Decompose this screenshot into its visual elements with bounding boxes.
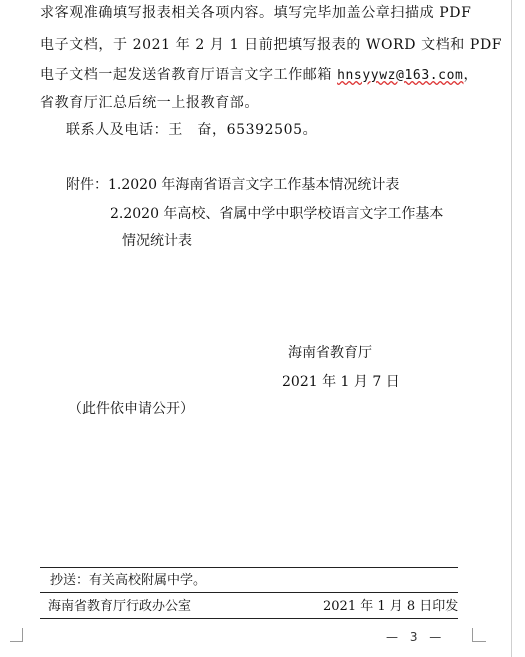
body-line-2: 电子文档，于 2021 年 2 月 1 日前把填写报表的 WORD 文档和 PDF bbox=[40, 37, 503, 53]
email-address: hnsyywz@163.com bbox=[337, 68, 464, 83]
attachment-2-line-2: 情况统计表 bbox=[122, 233, 192, 249]
disclosure-note: （此件依申请公开） bbox=[68, 401, 194, 417]
crop-mark-right bbox=[472, 628, 473, 642]
footer-rule-mid bbox=[40, 592, 458, 593]
issuing-office: 海南省教育厅行政办公室 bbox=[48, 599, 192, 614]
body-line-3-end: ， bbox=[463, 67, 479, 83]
body-line-1: 求客观准确填写报表相关各项内容。填写完毕加盖公章扫描成 PDF bbox=[40, 5, 472, 21]
body-line-3-text: 电子文档一起发送省教育厅语言文字工作邮箱 bbox=[40, 67, 338, 83]
footer-rule-top bbox=[40, 567, 458, 568]
issue-date: 2021 年 1 月 7 日 bbox=[282, 374, 400, 390]
print-date: 2021 年 1 月 8 日印发 bbox=[323, 599, 459, 614]
footer-rule-bottom bbox=[40, 618, 458, 619]
cc-line: 抄送：有关高校附属中学。 bbox=[50, 573, 207, 588]
body-line-3 bbox=[40, 66, 478, 85]
attachment-1: 附件：1.2020 年海南省语言文字工作基本情况统计表 bbox=[66, 177, 400, 193]
attachment-2-line-1: 2.2020 年高校、省属中学中职学校语言文字工作基本 bbox=[110, 206, 444, 222]
page-edge bbox=[511, 0, 512, 657]
page-number: — 3 — bbox=[386, 630, 446, 644]
crop-mark-left bbox=[22, 628, 23, 642]
crop-mark-left-h bbox=[10, 641, 23, 642]
contact-line: 联系人及电话：王 奋，65392505。 bbox=[66, 122, 318, 138]
crop-mark-right-h bbox=[472, 641, 486, 642]
body-line-4: 省教育厅汇总后统一上报教育部。 bbox=[40, 95, 259, 111]
issuing-org: 海南省教育厅 bbox=[288, 345, 372, 361]
